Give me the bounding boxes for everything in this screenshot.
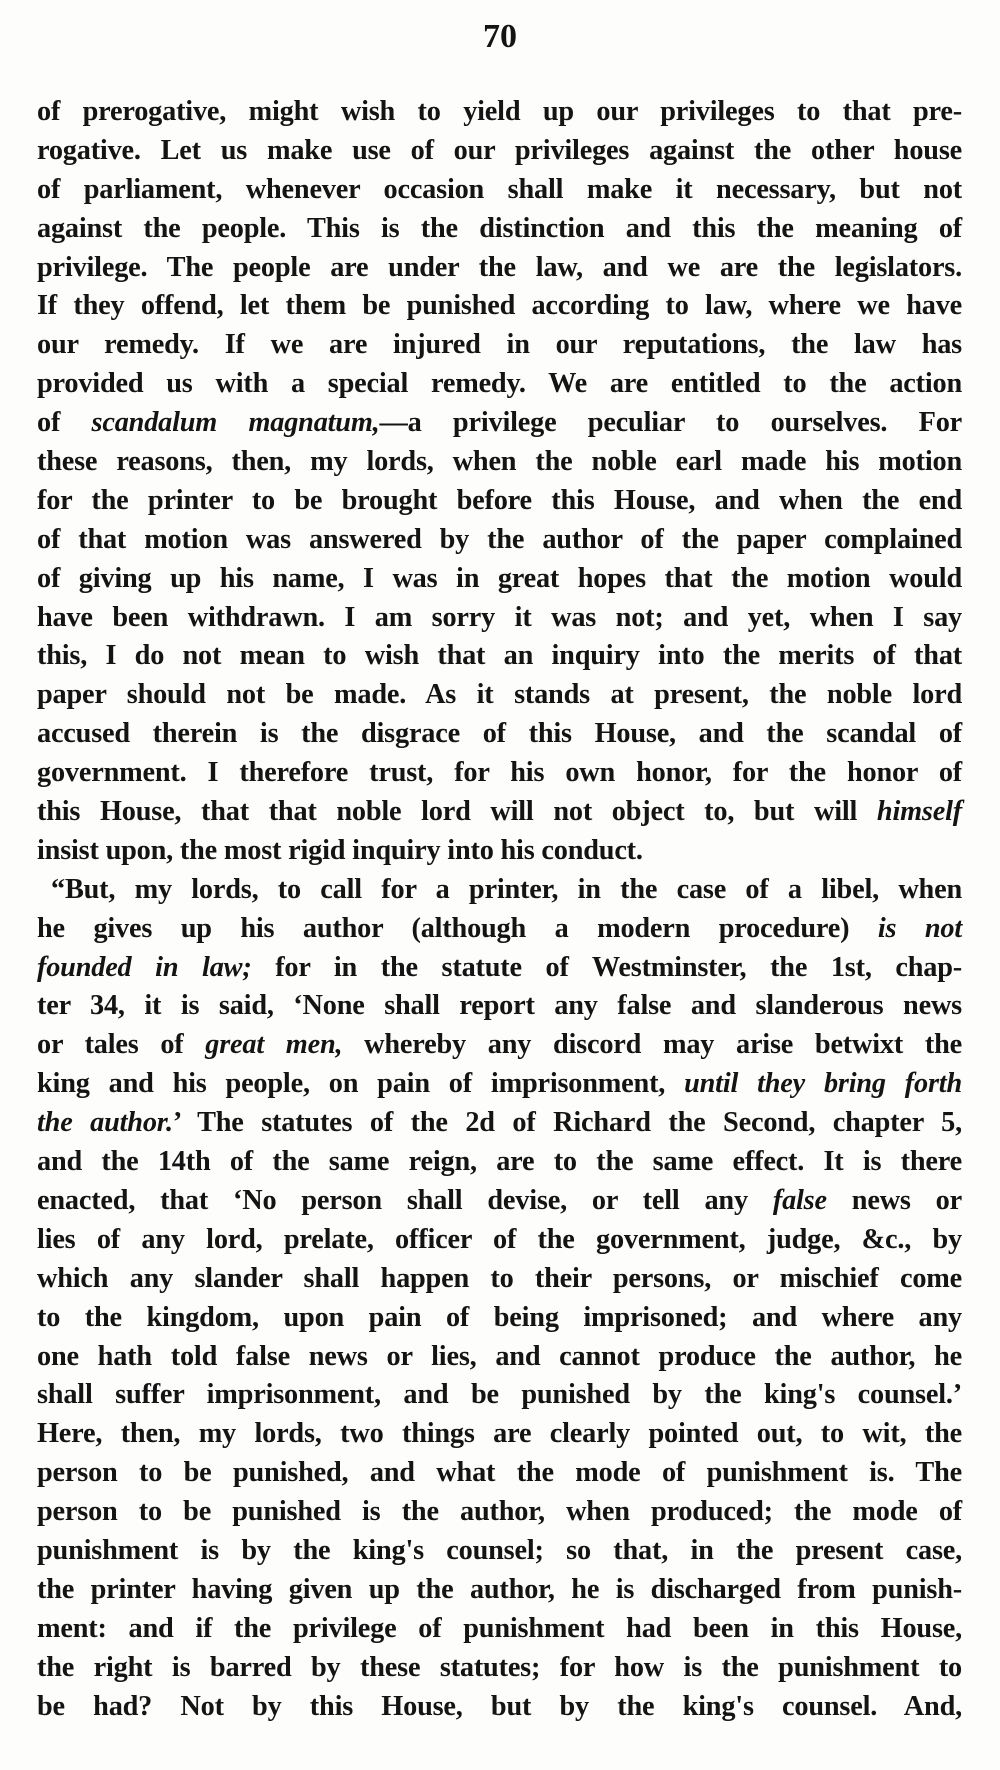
text-line: shall suffer imprisonment, and be punished by the king's counsel.’ — [37, 1379, 962, 1411]
text-line: be had? Not by this House, but by the king's counsel. And, — [37, 1690, 962, 1722]
italic-phrase: until they bring forth — [684, 1068, 962, 1100]
text-line: of that motion was answered by the author of the paper complained — [37, 523, 962, 555]
text-line: of parliament, whenever occasion shall make it necessary, but not — [37, 173, 962, 205]
text-line: If they offend, let them be punished according to law, where we have — [37, 290, 962, 322]
text-line: the right is barred by these statutes; for how is the punishment to — [37, 1651, 962, 1683]
text-line: paper should not be made. As it stands at present, the noble lord — [37, 679, 962, 711]
text-line: founded in law; for in the statute of Westminster, the 1st, chap- — [37, 951, 962, 983]
italic-phrase: scandalum magnatum, — [91, 407, 380, 439]
text-line: and the 14th of the same reign, are to the same effect. It is there — [37, 1146, 962, 1178]
text-line: the printer having given up the author, he is discharged from punish- — [37, 1573, 962, 1605]
text-line: of giving up his name, I was in great hopes that the motion would — [37, 562, 962, 594]
text-line: insist upon, the most rigid inquiry into his conduct. — [37, 834, 643, 866]
text-line: person to be punished is the author, when produced; the mode of — [37, 1496, 962, 1528]
text-line: this House, that that noble lord will not object to, but will himself — [37, 796, 962, 828]
page-number: 70 — [483, 18, 517, 55]
text-line: one hath told false news or lies, and cannot produce the author, he — [37, 1340, 962, 1372]
body-text — [37, 93, 962, 1726]
text-line: our remedy. If we are injured in our reputations, the law has — [37, 329, 962, 361]
italic-phrase: is not — [877, 912, 963, 944]
text-line: ter 34, it is said, ‘None shall report any false and slanderous news — [37, 990, 962, 1022]
text-line: for the printer to be brought before this House, and when the end — [37, 484, 962, 516]
text-line: to the kingdom, upon pain of being imprisoned; and where any — [37, 1301, 962, 1333]
text-line: or tales of great men, whereby any discord may arise betwixt the — [37, 1029, 962, 1061]
text-line: punishment is by the king's counsel; so that, in the present case, — [37, 1534, 962, 1566]
text-line: government. I therefore trust, for his own honor, for the honor of — [37, 757, 962, 789]
text-line: accused therein is the disgrace of this House, and the scandal of — [37, 718, 962, 750]
text-line: king and his people, on pain of imprisonment, until they bring forth — [37, 1068, 962, 1100]
text-line: ment: and if the privilege of punishment had been in this House, — [37, 1612, 962, 1644]
text-line: rogative. Let us make use of our privileges against the other house — [37, 134, 962, 166]
text-line: of prerogative, might wish to yield up our privileges to that pre- — [37, 96, 962, 127]
text-line: of scandalum magnatum,—a privilege peculiar to ourselves. For — [37, 407, 962, 439]
italic-phrase: founded in law; — [37, 951, 252, 983]
text-line: the author.’ The statutes of the 2d of Richard the Second, chapter 5, — [37, 1107, 962, 1139]
text-line: privilege. The people are under the law, and we are the legislators. — [37, 251, 962, 283]
text-line: he gives up his author (although a modern procedure) is not — [37, 912, 963, 944]
italic-phrase: himself — [876, 796, 962, 828]
text-line: have been withdrawn. I am sorry it was not; and yet, when I say — [37, 601, 962, 633]
text-line: this, I do not mean to wish that an inquiry into the merits of that — [37, 640, 962, 672]
text-line: against the people. This is the distinction and this the meaning of — [37, 212, 962, 244]
text-line: person to be punished, and what the mode of punishment is. The — [37, 1457, 962, 1489]
italic-phrase: the author. — [37, 1107, 173, 1139]
text-line: lies of any lord, prelate, officer of the government, judge, &c., by — [37, 1223, 962, 1255]
text-line: “But, my lords, to call for a printer, in the case of a libel, when — [51, 873, 962, 905]
text-line: Here, then, my lords, two things are clearly pointed out, to wit, the — [37, 1418, 962, 1450]
text-line: which any slander shall happen to their persons, or mischief come — [37, 1262, 962, 1294]
italic-phrase: great men, — [205, 1029, 343, 1061]
text-line: provided us with a special remedy. We are entitled to the action — [37, 368, 962, 400]
text-line: enacted, that ‘No person shall devise, or tell any false news or — [37, 1184, 962, 1216]
italic-phrase: false — [772, 1184, 827, 1216]
text-line: these reasons, then, my lords, when the noble earl made his motion — [37, 446, 962, 478]
